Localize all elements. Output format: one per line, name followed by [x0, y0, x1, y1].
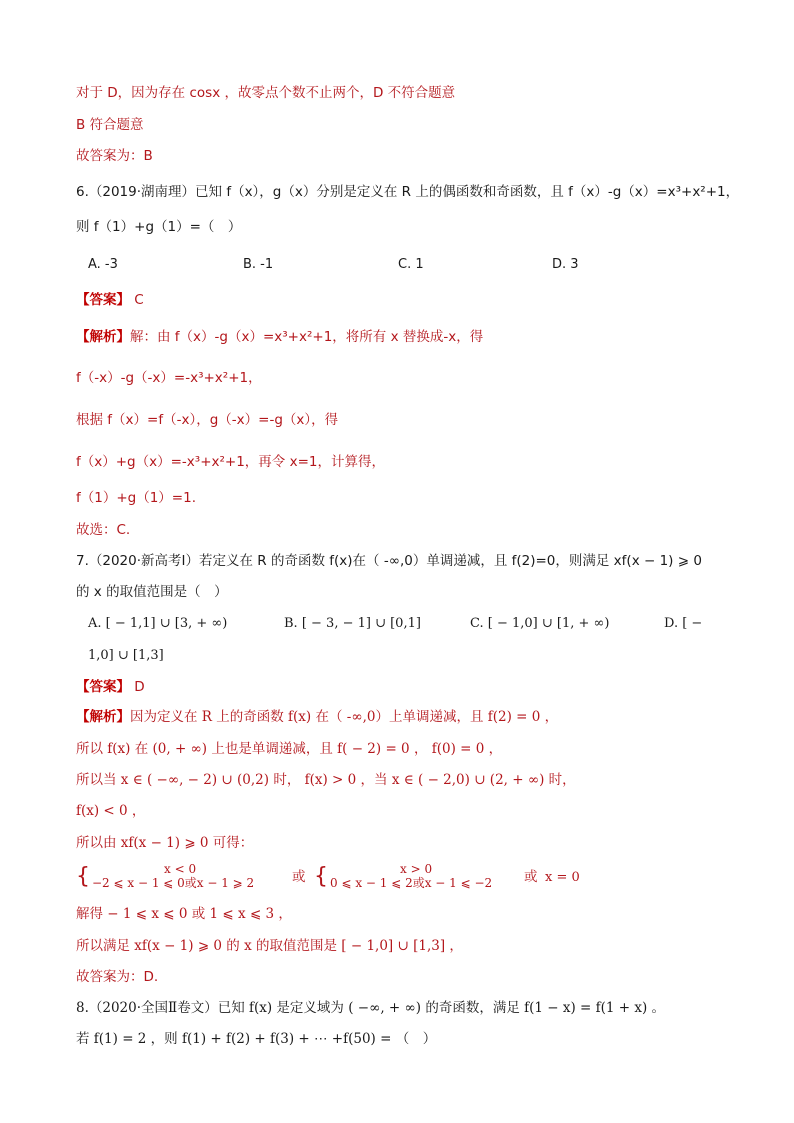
- q6-answer-line: [76, 291, 144, 309]
- brace-left-2: {: [314, 864, 328, 889]
- analysis-text: 因为定义在 R 上的奇函数 f(x) 在（ -∞,0）上单调递减，且 f(2) = 0 ，: [130, 709, 559, 725]
- q7-answer-line: [76, 678, 145, 696]
- line-b-correct: B 符合题意: [76, 117, 144, 133]
- or-word-1: 或: [292, 869, 306, 885]
- answer-tag: 【答案】: [76, 292, 130, 308]
- q6-step-3: f（x）+g（x）=-x³+x²+1，再令 x=1，计算得，: [76, 454, 385, 470]
- brace-left-1: {: [76, 864, 90, 889]
- analysis-text: 解：由 f（x）-g（x）=x³+x²+1，将所有 x 替换成-x，得: [130, 329, 484, 345]
- q7-option-b: B. [ − 3, − 1] ∪ [0,1]: [284, 616, 421, 631]
- q6-step-1: f（-x）-g（-x）=-x³+x²+1，: [76, 370, 262, 386]
- answer-value: C: [134, 292, 144, 308]
- q7-step-4: 所以由 xf(x − 1) ⩾ 0 可得：: [76, 835, 254, 851]
- analysis-tag: 【解析】: [76, 329, 130, 345]
- system-1-top: x < 0: [164, 862, 197, 876]
- q7-option-a: A. [ − 1,1] ∪ [3, + ∞): [88, 616, 228, 631]
- q7-step-5: 解得 − 1 ⩽ x ⩽ 0 或 1 ⩽ x ⩽ 3 ，: [76, 906, 292, 922]
- system-2-bottom: 0 ⩽ x − 1 ⩽ 2或x − 1 ⩽ −2: [330, 876, 493, 890]
- question-7-stem: 7.（2020·新高考Ⅰ）若定义在 R 的奇函数 f(x)在（ -∞,0）单调递减，且 f(2)=0，则满足 xf(x − 1) ⩾ 0: [76, 553, 702, 569]
- q6-step-5: 故选：C.: [76, 522, 131, 538]
- answer-tag: 【答案】: [76, 679, 130, 695]
- q6-analysis-line: [76, 328, 483, 346]
- x-equals-zero: x = 0: [545, 870, 580, 885]
- question-8-ask: 若 f(1) = 2 ，则 f(1) + f(2) + f(3) + ⋯ +f(50) = （ ）: [76, 1031, 437, 1047]
- q6-step-4: f（1）+g（1）=1.: [76, 490, 197, 506]
- q6-step-2: 根据 f（x）=f（-x），g（-x）=-g（x），得: [76, 412, 339, 428]
- q7-step-1: 所以 f(x) 在 (0, + ∞) 上也是单调递减，且 f( − 2) = 0 ， f(0) = 0 ，: [76, 741, 503, 757]
- q7-step-2: 所以当 x ∈ ( −∞, − 2) ∪ (0,2) 时， f(x) > 0 ，当 x ∈ ( − 2,0) ∪ (2, + ∞) 时，: [76, 772, 576, 788]
- question-8-stem: 8.（2020·全国Ⅱ卷文）已知 f(x) 是定义域为 ( −∞, + ∞) 的奇函数，满足 f(1 − x) = f(1 + x) 。: [76, 1000, 666, 1016]
- q7-step-6: 所以满足 xf(x − 1) ⩾ 0 的 x 的取值范围是 [ − 1,0] ∪ [1,3] ，: [76, 938, 463, 954]
- q6-option-b: B. -1: [243, 257, 274, 272]
- q7-step-7: 故答案为：D.: [76, 969, 159, 985]
- question-6-ask: 则 f（1）+g（1）=（ ）: [76, 219, 242, 235]
- q7-option-d: D. [ −: [664, 616, 703, 631]
- line-answer-b: 故答案为：B: [76, 148, 153, 164]
- question-6-stem: 6.（2019·湖南理）已知 f（x），g（x）分别是定义在 R 上的偶函数和奇函数，且 f（x）-g（x）=x³+x²+1，: [76, 184, 740, 200]
- q6-option-a: A. -3: [88, 257, 118, 272]
- q6-option-d: D. 3: [552, 257, 579, 272]
- q7-analysis-line: [76, 708, 558, 726]
- analysis-tag: 【解析】: [76, 709, 130, 725]
- answer-value: D: [134, 679, 145, 695]
- q7-option-d-cont: 1,0] ∪ [1,3]: [88, 648, 164, 663]
- q7-option-c: C. [ − 1,0] ∪ [1, + ∞): [470, 616, 610, 631]
- q6-option-c: C. 1: [398, 257, 424, 272]
- system-1-bottom: −2 ⩽ x − 1 ⩽ 0或x − 1 ⩾ 2: [92, 876, 255, 890]
- or-word-2: 或: [524, 869, 538, 885]
- question-7-ask: 的 x 的取值范围是（ ）: [76, 584, 228, 600]
- q7-step-3: f(x) < 0 ，: [76, 803, 146, 819]
- line-option-d-analysis: 对于 D，因为存在 cosx ，故零点个数不止两个，D 不符合题意: [76, 85, 456, 101]
- system-2-top: x > 0: [400, 862, 433, 876]
